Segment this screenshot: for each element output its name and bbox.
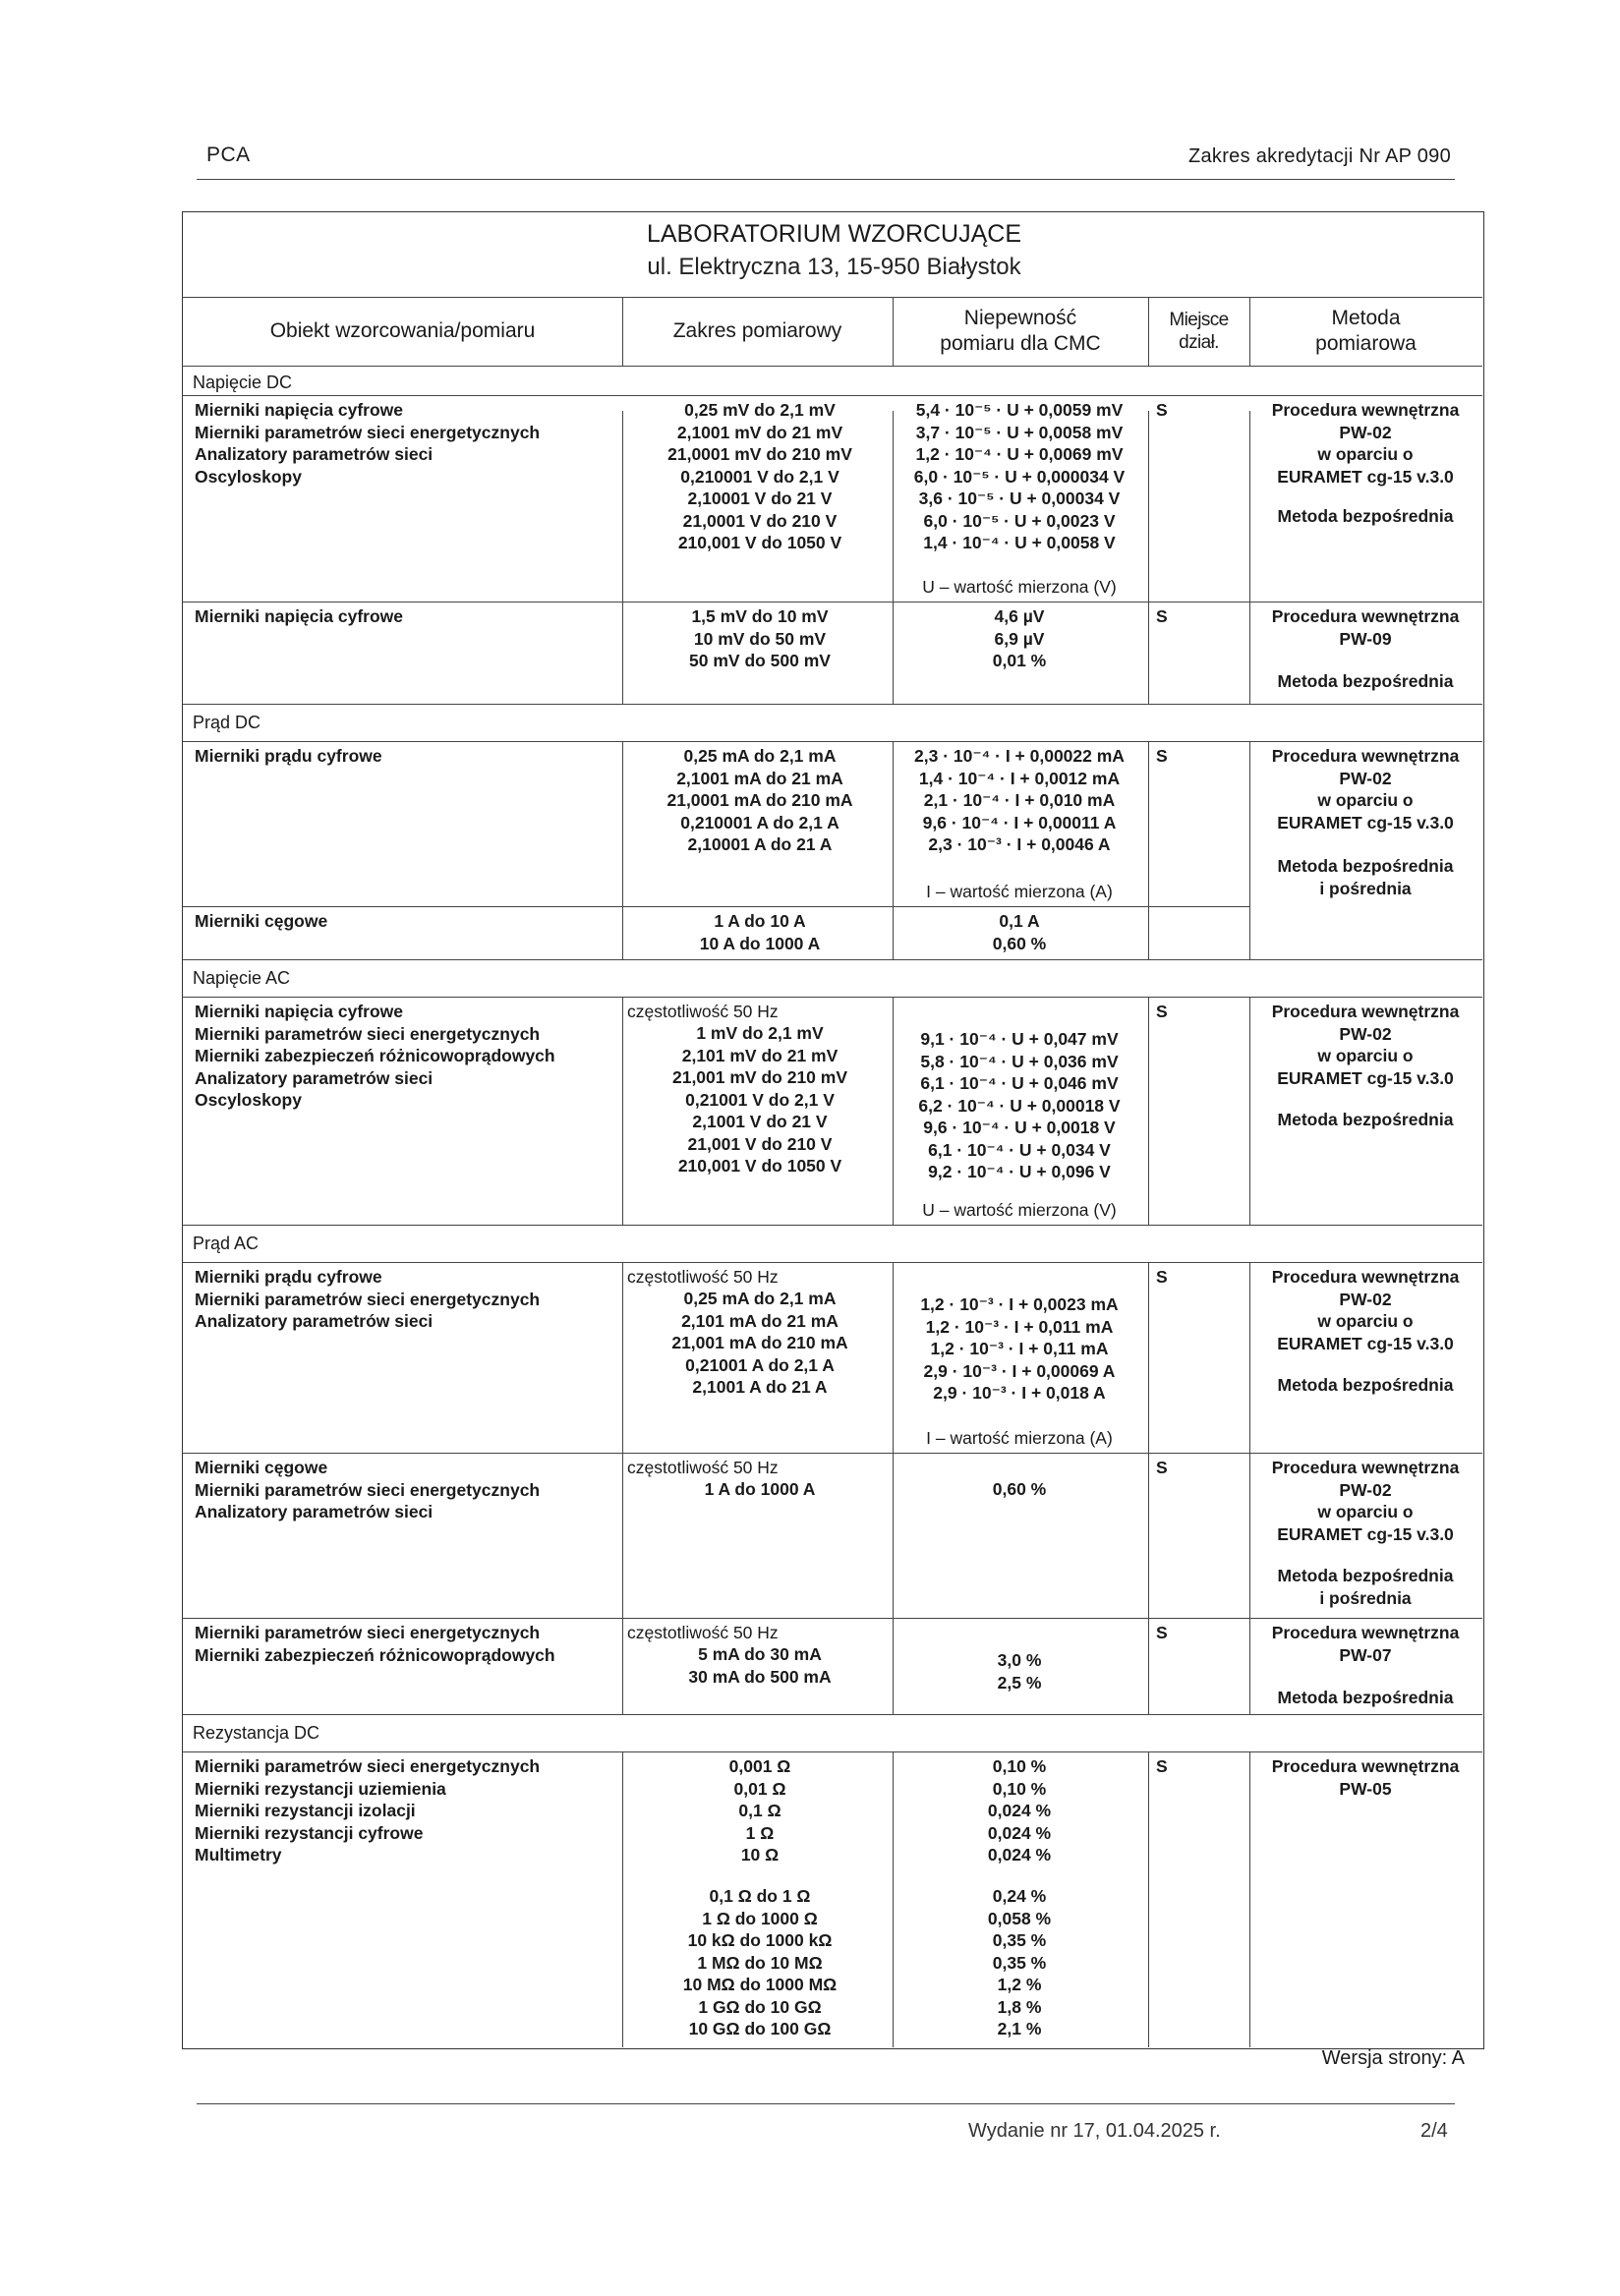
row-uncertainty: 5,4 · 10⁻⁵ · U + 0,0059 mV 3,7 · 10⁻⁵ · U + 0,0058 mV 1,2 · 10⁻⁴ · U + 0,0069 mV 6,0 · 10⁻⁵ · U + 0,000034 V 3,6 · 10⁻⁵ · U + 0,00034 V 6,0 · 10⁻⁵ · U + 0,0023 V 1,4 · 10⁻⁴ · U + 0,0058 V: [913, 400, 1126, 552]
row-method-type: Metoda bezpośrednia: [1277, 1375, 1454, 1395]
row-method: Procedura wewnętrzna PW-02 w oparciu o EURAMET cg-15 v.3.0: [1271, 400, 1460, 487]
row-objects: Mierniki prądu cyfrowe Mierniki parametrów sieci energetycznych Analizatory parametrów sieci: [195, 1267, 541, 1331]
header-accreditation: Zakres akredytacji Nr AP 090: [1187, 145, 1451, 167]
row-method: Procedura wewnętrzna PW-02 w oparciu o EURAMET cg-15 v.3.0: [1271, 746, 1460, 832]
uncertainty-note: I – wartość mierzona (A): [926, 1428, 1113, 1448]
row-uncertainty: 0,1 A 0,60 %: [992, 911, 1047, 953]
row-uncertainty: 2,3 · 10⁻⁴ · I + 0,00022 mA 1,4 · 10⁻⁴ · I + 0,0012 mA 2,1 · 10⁻⁴ · I + 0,010 mA 9,6 · 10⁻⁴ · I + 0,00011 A 2,3 · 10⁻³ · I + 0,0046 A: [914, 746, 1125, 854]
rule: [183, 1751, 1482, 1752]
row-objects: Mierniki parametrów sieci energetycznych Mierniki rezystancji uziemienia Mierniki rezystancji izolacji Mierniki rezystancji cyfrowe Multimetry: [195, 1756, 541, 1865]
column-header-place: Miejsce dział.: [1169, 309, 1229, 353]
row-objects: Mierniki prądu cyfrowe: [195, 746, 382, 766]
section-label-rezystancja-dc: Rezystancja DC: [193, 1723, 320, 1743]
uncertainty-note: U – wartość mierzona (V): [922, 577, 1117, 597]
rule: [183, 997, 1482, 998]
row-uncertainty: 9,1 · 10⁻⁴ · U + 0,047 mV 5,8 · 10⁻⁴ · U + 0,036 mV 6,1 · 10⁻⁴ · U + 0,046 mV 6,2 · 10⁻⁴ · U + 0,00018 V 9,6 · 10⁻⁴ · U + 0,0018 V 6,1 · 10⁻⁴ · U + 0,034 V 9,2 · 10⁻⁴ · U + 0,096 V: [918, 1029, 1121, 1181]
section-band: [185, 704, 1482, 741]
column-header-uncertainty: Niepewność pomiaru dla CMC: [940, 307, 1101, 355]
row-ranges: 1,5 mV do 10 mV 10 mV do 50 mV 50 mV do 500 mV: [689, 606, 831, 670]
row-frequency: częstotliwość 50 Hz: [627, 1267, 779, 1287]
row-method-type: Metoda bezpośrednia: [1277, 671, 1454, 691]
row-ranges: 1 A do 10 A 10 A do 1000 A: [699, 911, 821, 953]
row-method: Procedura wewnętrzna PW-07: [1271, 1623, 1460, 1665]
section-label-napiecie-ac: Napięcie AC: [193, 968, 291, 988]
rule: [183, 1262, 1482, 1263]
footer-page-number: 2/4: [1420, 2120, 1448, 2142]
row-place: S: [1156, 1623, 1168, 1642]
rule: [183, 704, 1482, 705]
section-label-napiecie-dc: Napięcie DC: [193, 373, 293, 392]
section-band: [185, 959, 1482, 997]
section-label-prad-dc: Prąd DC: [193, 713, 261, 732]
row-uncertainty-2: 0,24 % 0,058 % 0,35 % 0,35 % 1,2 % 1,8 % 2,1 %: [987, 1886, 1052, 2038]
row-uncertainty: 0,60 %: [992, 1479, 1047, 1499]
section-label-prad-ac: Prąd AC: [193, 1234, 260, 1253]
rule: [183, 395, 1482, 396]
row-ranges: 0,25 mA do 2,1 mA 2,101 mA do 21 mA 21,001 mA do 210 mA 0,21001 A do 2,1 A 2,1001 A do 21 A: [671, 1289, 848, 1397]
header-org: PCA: [206, 144, 251, 166]
row-method-type: Metoda bezpośrednia: [1277, 1688, 1454, 1707]
row-uncertainty: 1,2 · 10⁻³ · I + 0,0023 mA 1,2 · 10⁻³ · I + 0,011 mA 1,2 · 10⁻³ · I + 0,11 mA 2,9 · 10⁻³ · I + 0,00069 A 2,9 · 10⁻³ · I + 0,018 A: [920, 1294, 1119, 1403]
row-objects: Mierniki parametrów sieci energetycznych Mierniki zabezpieczeń różnicowoprądowych: [195, 1623, 555, 1665]
row-uncertainty: 0,10 % 0,10 % 0,024 % 0,024 % 0,024 %: [987, 1756, 1052, 1865]
rule: [183, 602, 1482, 603]
footer-rule: [197, 2103, 1455, 2104]
column-header-range: Zakres pomiarowy: [672, 319, 842, 343]
row-place: S: [1156, 1756, 1168, 1776]
row-ranges: 0,25 mA do 2,1 mA 2,1001 mA do 21 mA 21,0001 mA do 210 mA 0,210001 A do 2,1 A 2,10001 A do 21 A: [666, 746, 853, 854]
lab-address: ul. Elektryczna 13, 15-950 Białystok: [647, 254, 1021, 280]
rule: [183, 297, 1482, 298]
column-header-method: Metoda pomiarowa: [1315, 307, 1417, 355]
section-band: [185, 1714, 1482, 1751]
row-place: S: [1156, 400, 1168, 420]
row-place: S: [1156, 1002, 1168, 1021]
uncertainty-note: U – wartość mierzona (V): [922, 1200, 1117, 1220]
rule: [183, 1225, 1482, 1226]
row-method-type: Metoda bezpośrednia: [1277, 506, 1454, 526]
row-uncertainty: 3,0 % 2,5 %: [997, 1650, 1042, 1693]
row-ranges-2: 0,1 Ω do 1 Ω 1 Ω do 1000 Ω 10 kΩ do 1000 kΩ 1 MΩ do 10 MΩ 10 MΩ do 1000 MΩ 1 GΩ do 10 GΩ 10 GΩ do 100 GΩ: [682, 1886, 838, 2038]
row-frequency: częstotliwość 50 Hz: [627, 1458, 779, 1477]
row-frequency: częstotliwość 50 Hz: [627, 1623, 779, 1642]
rule: [183, 959, 1482, 960]
rule: [183, 366, 1482, 367]
row-method: Procedura wewnętrzna PW-09: [1271, 606, 1460, 649]
row-objects: Mierniki cęgowe Mierniki parametrów sieci energetycznych Analizatory parametrów sieci: [195, 1458, 541, 1521]
row-place: S: [1156, 746, 1168, 766]
uncertainty-note: I – wartość mierzona (A): [926, 882, 1113, 901]
accreditation-table-frame: [182, 211, 1484, 2049]
page-version: Wersja strony: A: [1321, 2047, 1465, 2069]
row-ranges: 1 A do 1000 A: [704, 1479, 816, 1499]
rule: [183, 1714, 1482, 1715]
row-objects: Mierniki napięcia cyfrowe Mierniki parametrów sieci energetycznych Analizatory parametrów sieci Oscyloskopy: [195, 400, 541, 487]
row-method: Procedura wewnętrzna PW-02 w oparciu o EURAMET cg-15 v.3.0: [1271, 1458, 1460, 1544]
row-ranges: 5 mA do 30 mA 30 mA do 500 mA: [688, 1644, 832, 1687]
col-divider: [893, 298, 894, 2047]
col-divider: [622, 298, 623, 2047]
rule: [183, 741, 1482, 742]
rule: [183, 1453, 1482, 1454]
row-frequency: częstotliwość 50 Hz: [627, 1002, 779, 1021]
column-header-object: Obiekt wzorcowania/pomiaru: [269, 319, 536, 343]
row-method: Procedura wewnętrzna PW-02 w oparciu o EURAMET cg-15 v.3.0: [1271, 1002, 1460, 1088]
row-method-type: Metoda bezpośrednia: [1277, 1110, 1454, 1129]
section-band: [185, 1225, 1482, 1262]
row-method-type: Metoda bezpośrednia i pośrednia: [1277, 1566, 1454, 1608]
rule: [183, 906, 1249, 907]
row-objects: Mierniki napięcia cyfrowe: [195, 606, 404, 626]
row-objects: Mierniki napięcia cyfrowe Mierniki parametrów sieci energetycznych Mierniki zabezpieczeń różnicowoprądowych Analizatory parametrów sieci Oscyloskopy: [195, 1002, 555, 1110]
footer-edition: Wydanie nr 17, 01.04.2025 r.: [968, 2120, 1221, 2142]
row-method: Procedura wewnętrzna PW-05: [1271, 1756, 1460, 1799]
row-uncertainty: 4,6 µV 6,9 µV 0,01 %: [992, 606, 1047, 670]
col-divider: [1148, 298, 1149, 2047]
row-ranges: 0,001 Ω 0,01 Ω 0,1 Ω 1 Ω 10 Ω: [728, 1756, 791, 1865]
row-objects: Mierniki cęgowe: [195, 911, 328, 931]
col-divider: [1249, 298, 1250, 2047]
page-header: [197, 140, 1455, 180]
rule: [183, 1618, 1482, 1619]
lab-title: LABORATORIUM WZORCUJĄCE: [646, 220, 1022, 248]
row-ranges: 1 mV do 2,1 mV 2,101 mV do 21 mV 21,001 mV do 210 mV 0,21001 V do 2,1 V 2,1001 V do 21 V 21,001 V do 210 V 210,001 V do 1050 V: [671, 1023, 848, 1176]
row-place: S: [1156, 1458, 1168, 1477]
row-place: S: [1156, 1267, 1168, 1287]
row-method: Procedura wewnętrzna PW-02 w oparciu o EURAMET cg-15 v.3.0: [1271, 1267, 1460, 1353]
row-place: S: [1156, 606, 1168, 626]
row-ranges: 0,25 mV do 2,1 mV 2,1001 mV do 21 mV 21,0001 mV do 210 mV 0,210001 V do 2,1 V 2,10001 V do 21 V 21,0001 V do 210 V 210,001 V do 1050 V: [667, 400, 852, 552]
row-method-type: Metoda bezpośrednia i pośrednia: [1277, 856, 1454, 898]
